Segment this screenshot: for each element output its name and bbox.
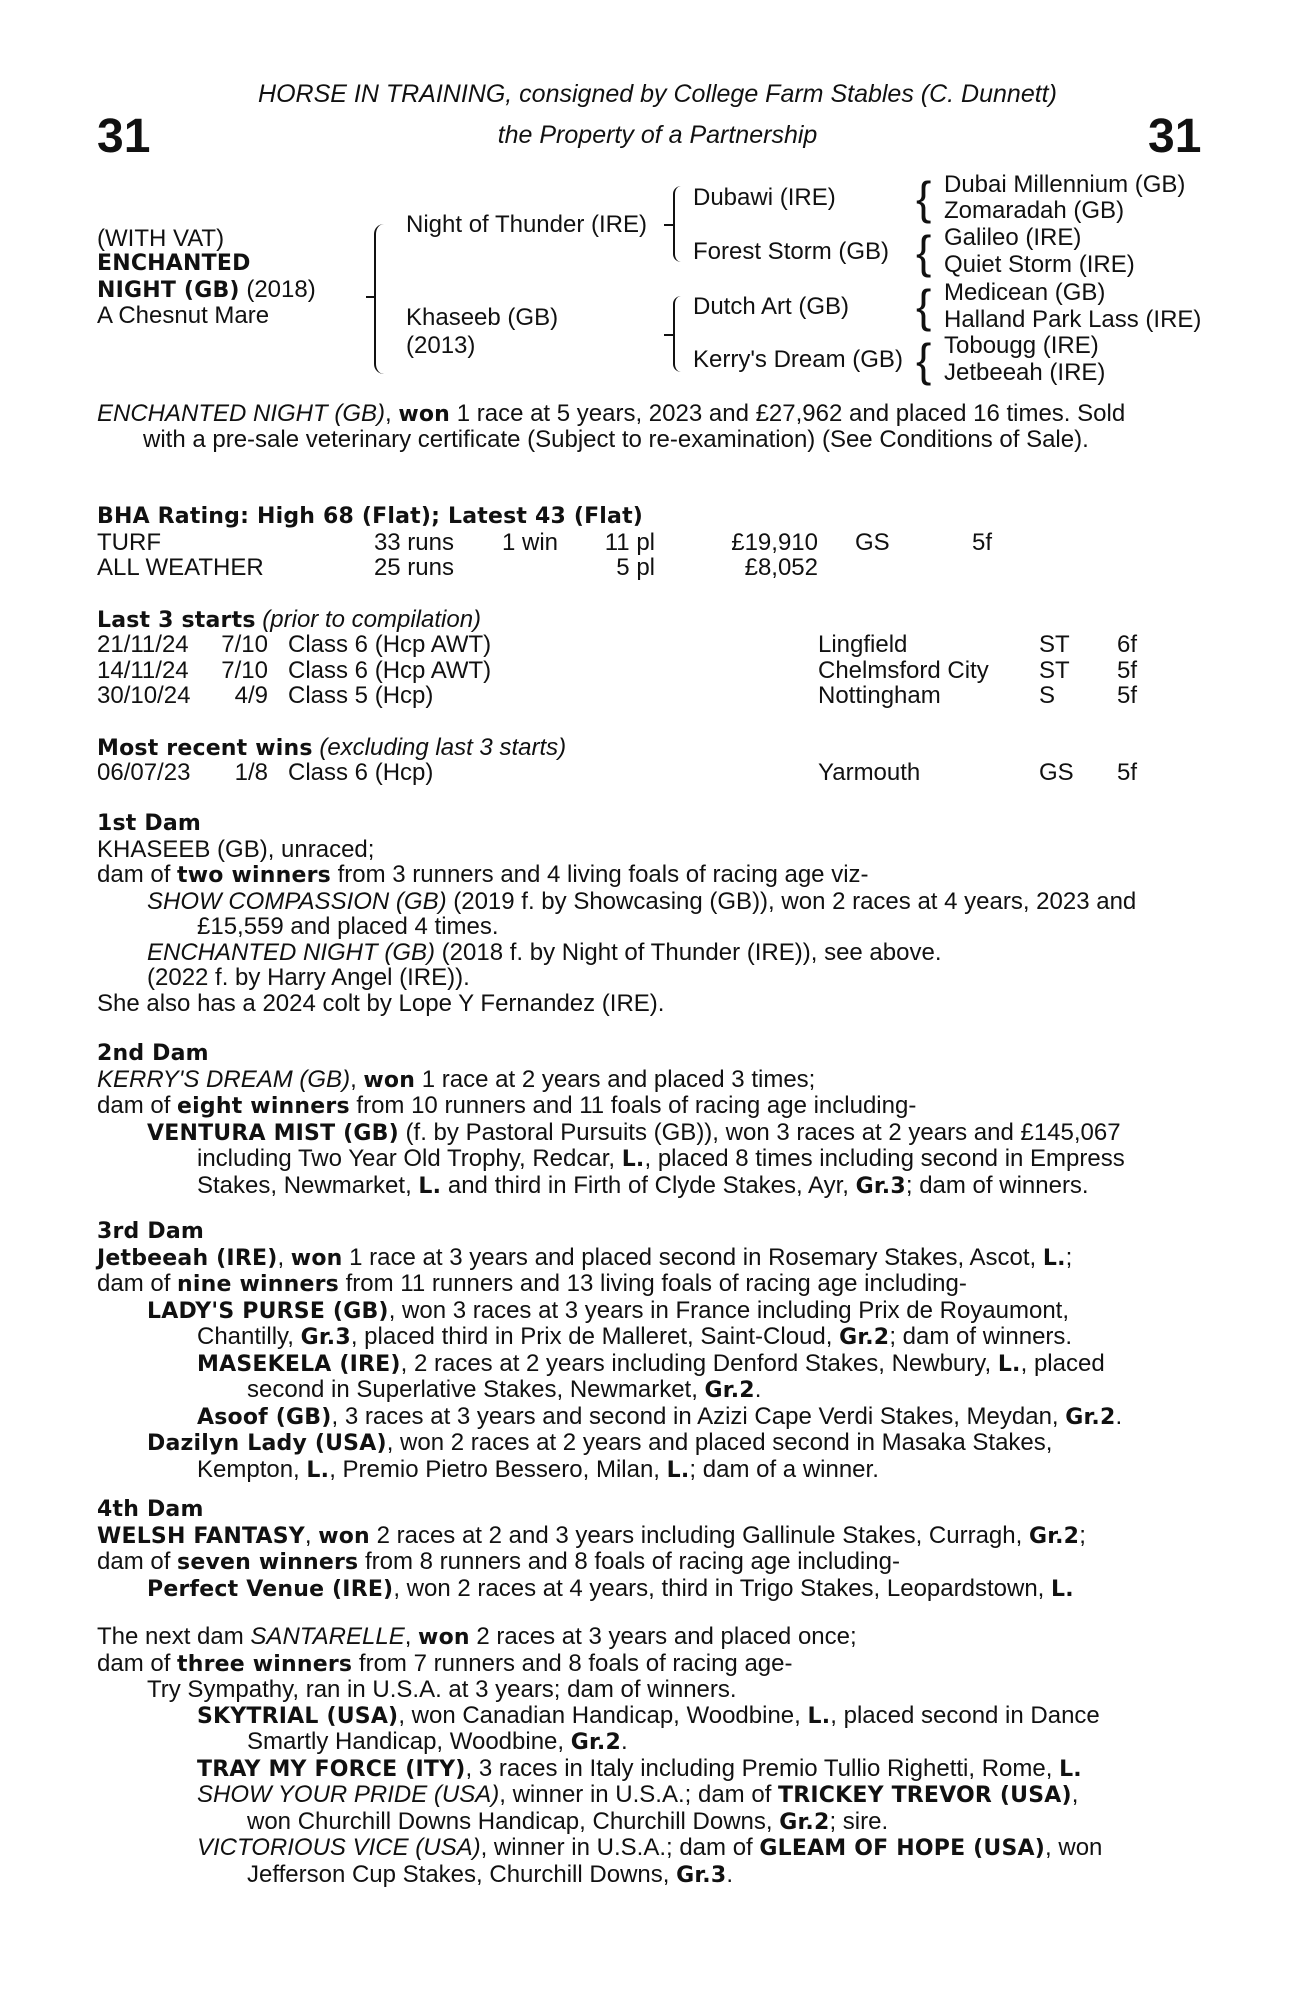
- next-dam-line4: SKYTRIAL (USA), won Canadian Handicap, Woodbine, L., placed second in Dance: [197, 1701, 1100, 1729]
- next-dam-line5: Smartly Handicap, Woodbine, Gr.2.: [247, 1728, 628, 1755]
- recent-win-position: 1/8: [234, 759, 268, 786]
- recent-wins-subtitle: (excluding last 3 starts): [319, 734, 567, 761]
- pedigree-g8: Jetbeeah (IRE): [944, 359, 1106, 386]
- rating-placed: 11 pl: [604, 529, 655, 556]
- first-dam-section: [97, 811, 1207, 1016]
- pedigree-brace-dam: [673, 296, 681, 372]
- brace-tick-main: [366, 296, 376, 298]
- next-dam-line1: The next dam SANTARELLE, won 2 races at 3 years and placed once;: [97, 1623, 857, 1650]
- last-start-distance: 5f: [1117, 682, 1138, 709]
- recent-wins-heading: [97, 735, 566, 762]
- recent-win-date: 06/07/23: [97, 759, 191, 786]
- last-start-position: 4/9: [234, 682, 268, 709]
- pedigree-dam-year: (2013): [406, 332, 476, 359]
- third-dam-section: [97, 1219, 1207, 1483]
- next-dam-line9: VICTORIOUS VICE (USA), winner in U.S.A.; dam of GLEAM OF HOPE (USA), won: [197, 1834, 1103, 1861]
- next-dam-line7: SHOW YOUR PRIDE (USA), winner in U.S.A.; dam of TRICKEY TREVOR (USA),: [197, 1781, 1079, 1808]
- pedigree-dam-dam: Kerry's Dream (GB): [693, 346, 903, 373]
- third-dam-line4: Chantilly, Gr.3, placed third in Prix de Malleret, Saint-Cloud, Gr.2; dam of winners.: [197, 1323, 1073, 1350]
- next-dam-line2: dam of three winners from 7 runners and 8 foals of racing age-: [97, 1649, 793, 1677]
- third-dam-line9: Kempton, L., Premio Pietro Bessero, Milan, L.; dam of a winner.: [197, 1455, 879, 1483]
- rating-surface: ALL WEATHER: [97, 554, 264, 581]
- rating-runs: 25 runs: [373, 554, 454, 581]
- last-start-going: S: [1039, 682, 1056, 709]
- first-dam-line4: £15,559 and placed 4 times.: [197, 913, 499, 940]
- last-start-course: Lingfield: [818, 631, 908, 658]
- last-starts-heading: [97, 607, 481, 634]
- last-starts-subtitle: (prior to compilation): [262, 606, 482, 633]
- pedigree-brace-sire: [673, 186, 681, 262]
- horse-year: (2018): [246, 276, 316, 303]
- first-dam-line6: (2022 f. by Harry Angel (IRE)).: [147, 964, 470, 991]
- pedigree-g3: Galileo (IRE): [944, 224, 1082, 251]
- summary-rest: 1 race at 5 years, 2023 and £27,962 and placed 16 times. Sold: [450, 400, 1126, 427]
- rating-surface: TURF: [97, 529, 161, 556]
- pedigree-brace-main: [374, 224, 384, 374]
- third-dam-line8: Dazilyn Lady (USA), won 2 races at 2 years and placed second in Masaka Stakes,: [147, 1429, 1053, 1456]
- next-dam-section: [97, 1624, 1207, 1888]
- recent-win-course: Yarmouth: [818, 759, 921, 786]
- last-start-position: 7/10: [221, 656, 268, 684]
- second-dam-line5: Stakes, Newmarket, L. and third in Firth of Clyde Stakes, Ayr, Gr.3; dam of winners.: [197, 1171, 1089, 1199]
- recent-win-going: GS: [1039, 759, 1074, 786]
- brace-tick-sire: [664, 224, 674, 226]
- recent-win-distance: 5f: [1117, 759, 1138, 786]
- second-dam-line4: including Two Year Old Trophy, Redcar, L., placed 8 times including second in Empress: [197, 1145, 1125, 1172]
- recent-wins-title: Most recent wins: [97, 736, 313, 761]
- fourth-dam-line1: WELSH FANTASY, won 2 races at 2 and 3 years including Gallinule Stakes, Curragh, Gr.2;: [97, 1521, 1086, 1549]
- first-dam-line1: KHASEEB (GB), unraced;: [97, 835, 375, 863]
- third-dam-line7: Asoof (GB), 3 races at 3 years and second in Azizi Cape Verdi Stakes, Meydan, Gr.2.: [197, 1402, 1123, 1430]
- last-start-position: 7/10: [221, 631, 268, 658]
- vat-note: (WITH VAT): [97, 225, 225, 252]
- fourth-dam-section: [97, 1497, 1207, 1602]
- rating-placed: 5 pl: [616, 554, 655, 581]
- second-dam-heading: 2nd Dam: [97, 1041, 209, 1066]
- pedigree-g5: Medicean (GB): [944, 279, 1106, 306]
- last-start-course: Chelmsford City: [818, 656, 989, 684]
- bha-rating-title: BHA Rating: High 68 (Flat); Latest 43 (Flat): [97, 504, 644, 529]
- rating-going: GS: [855, 529, 890, 556]
- fourth-dam-line2: dam of seven winners from 8 runners and 8 foals of racing age including-: [97, 1548, 900, 1575]
- third-dam-line5: MASEKELA (IRE), 2 races at 2 years including Denford Stakes, Newbury, L., placed: [197, 1349, 1105, 1377]
- third-dam-line1: Jetbeeah (IRE), won 1 race at 3 years and placed second in Rosemary Stakes, Ascot, L.;: [97, 1243, 1073, 1271]
- pedigree-g1: Dubai Millennium (GB): [944, 171, 1186, 198]
- last-start-race: Class 6 (Hcp AWT): [288, 631, 492, 658]
- last-start-date: 14/11/24: [97, 656, 189, 684]
- pedigree-sire-sire: Dubawi (IRE): [693, 184, 836, 211]
- lot-number-left: 31: [97, 110, 151, 163]
- horse-name-line2: [97, 277, 316, 304]
- brace-g1: {: [916, 172, 932, 224]
- rating-runs: 33 runs: [373, 529, 454, 556]
- second-dam-section: [97, 1041, 1207, 1199]
- fourth-dam-line3: Perfect Venue (IRE), won 2 races at 4 years, third in Trigo Stakes, Leopardstown, L.: [147, 1574, 1074, 1602]
- pedigree-g4: Quiet Storm (IRE): [944, 251, 1135, 278]
- consignor-line: HORSE IN TRAINING, consigned by College Farm Stables (C. Dunnett): [258, 80, 1057, 108]
- horse-description: A Chesnut Mare: [97, 302, 270, 329]
- rating-distance: 5f: [972, 529, 993, 556]
- brace-tick-dam: [664, 334, 674, 336]
- brace-g4: {: [916, 334, 932, 386]
- last-start-distance: 6f: [1117, 631, 1138, 658]
- last-start-date: 30/10/24: [97, 682, 191, 709]
- third-dam-heading: 3rd Dam: [97, 1219, 204, 1244]
- last-start-race: Class 5 (Hcp): [288, 682, 434, 709]
- last-start-going: ST: [1039, 631, 1070, 658]
- second-dam-line2: dam of eight winners from 10 runners and 11 foals of racing age including-: [97, 1092, 917, 1119]
- pedigree-sire-dam: Forest Storm (GB): [693, 238, 890, 265]
- rating-prize: £19,910: [731, 529, 818, 556]
- first-dam-line5: ENCHANTED NIGHT (GB) (2018 f. by Night of Thunder (IRE)), see above.: [147, 938, 942, 966]
- last-start-race: Class 6 (Hcp AWT): [288, 656, 492, 684]
- last-start-date: 21/11/24: [97, 631, 189, 658]
- second-dam-line1: KERRY'S DREAM (GB), won 1 race at 2 years and placed 3 times;: [97, 1065, 816, 1093]
- third-dam-line2: dam of nine winners from 11 runners and 13 living foals of racing age including-: [97, 1270, 967, 1297]
- second-dam-line3: VENTURA MIST (GB) (f. by Pastoral Pursuits (GB)), won 3 races at 2 years and £145,067: [147, 1118, 1121, 1146]
- last-starts-title: Last 3 starts: [97, 608, 256, 633]
- third-dam-line6: second in Superlative Stakes, Newmarket, Gr.2.: [247, 1376, 762, 1403]
- last-start-course: Nottingham: [818, 682, 941, 709]
- rating-wins: 1 win: [501, 529, 558, 556]
- next-dam-line10: Jefferson Cup Stakes, Churchill Downs, Gr.3.: [247, 1860, 734, 1888]
- horse-name-line1: ENCHANTED: [97, 251, 251, 276]
- next-dam-line6: TRAY MY FORCE (ITY), 3 races in Italy including Premio Tullio Righetti, Rome, L.: [197, 1754, 1082, 1782]
- first-dam-heading: 1st Dam: [97, 811, 202, 836]
- summary-won: won: [398, 402, 451, 427]
- pedigree-dam: Khaseeb (GB): [406, 304, 559, 331]
- recent-win-race: Class 6 (Hcp): [288, 759, 434, 786]
- summary-line1: ENCHANTED NIGHT (GB), won 1 race at 5 years, 2023 and £27,962 and placed 16 times. Sold: [97, 400, 1126, 427]
- pedigree-g2: Zomaradah (GB): [944, 197, 1125, 224]
- summary-horse-name: ENCHANTED NIGHT (GB): [97, 400, 385, 427]
- last-start-distance: 5f: [1117, 656, 1138, 684]
- first-dam-line2: dam of two winners from 3 runners and 4 living foals of racing age viz-: [97, 861, 869, 888]
- property-line: the Property of a Partnership: [497, 121, 818, 149]
- summary-line2: with a pre-sale veterinary certificate (Subject to re-examination) (See Conditions of Sale).: [143, 426, 1089, 453]
- first-dam-line3: SHOW COMPASSION (GB) (2019 f. by Showcasing (GB)), won 2 races at 4 years, 2023 and: [147, 887, 1137, 915]
- rating-prize: £8,052: [744, 554, 818, 581]
- pedigree-g7: Tobougg (IRE): [944, 332, 1099, 359]
- next-dam-line8: won Churchill Downs Handicap, Churchill Downs, Gr.2; sire.: [247, 1807, 889, 1835]
- brace-g2: {: [916, 226, 932, 278]
- brace-g3: {: [916, 280, 932, 332]
- last-start-going: ST: [1039, 656, 1070, 684]
- first-dam-line7: She also has a 2024 colt by Lope Y Fernandez (IRE).: [97, 989, 665, 1017]
- horse-name-part2: NIGHT (GB): [97, 278, 240, 303]
- next-dam-line3: Try Sympathy, ran in U.S.A. at 3 years; dam of winners.: [147, 1676, 737, 1703]
- fourth-dam-heading: 4th Dam: [97, 1497, 204, 1522]
- lot-number-right: 31: [1148, 110, 1202, 163]
- pedigree-sire: Night of Thunder (IRE): [406, 211, 647, 238]
- pedigree-g6: Halland Park Lass (IRE): [944, 306, 1202, 333]
- pedigree-dam-sire: Dutch Art (GB): [693, 293, 850, 320]
- third-dam-line3: LADY'S PURSE (GB), won 3 races at 3 years in France including Prix de Royaumont,: [147, 1296, 1070, 1324]
